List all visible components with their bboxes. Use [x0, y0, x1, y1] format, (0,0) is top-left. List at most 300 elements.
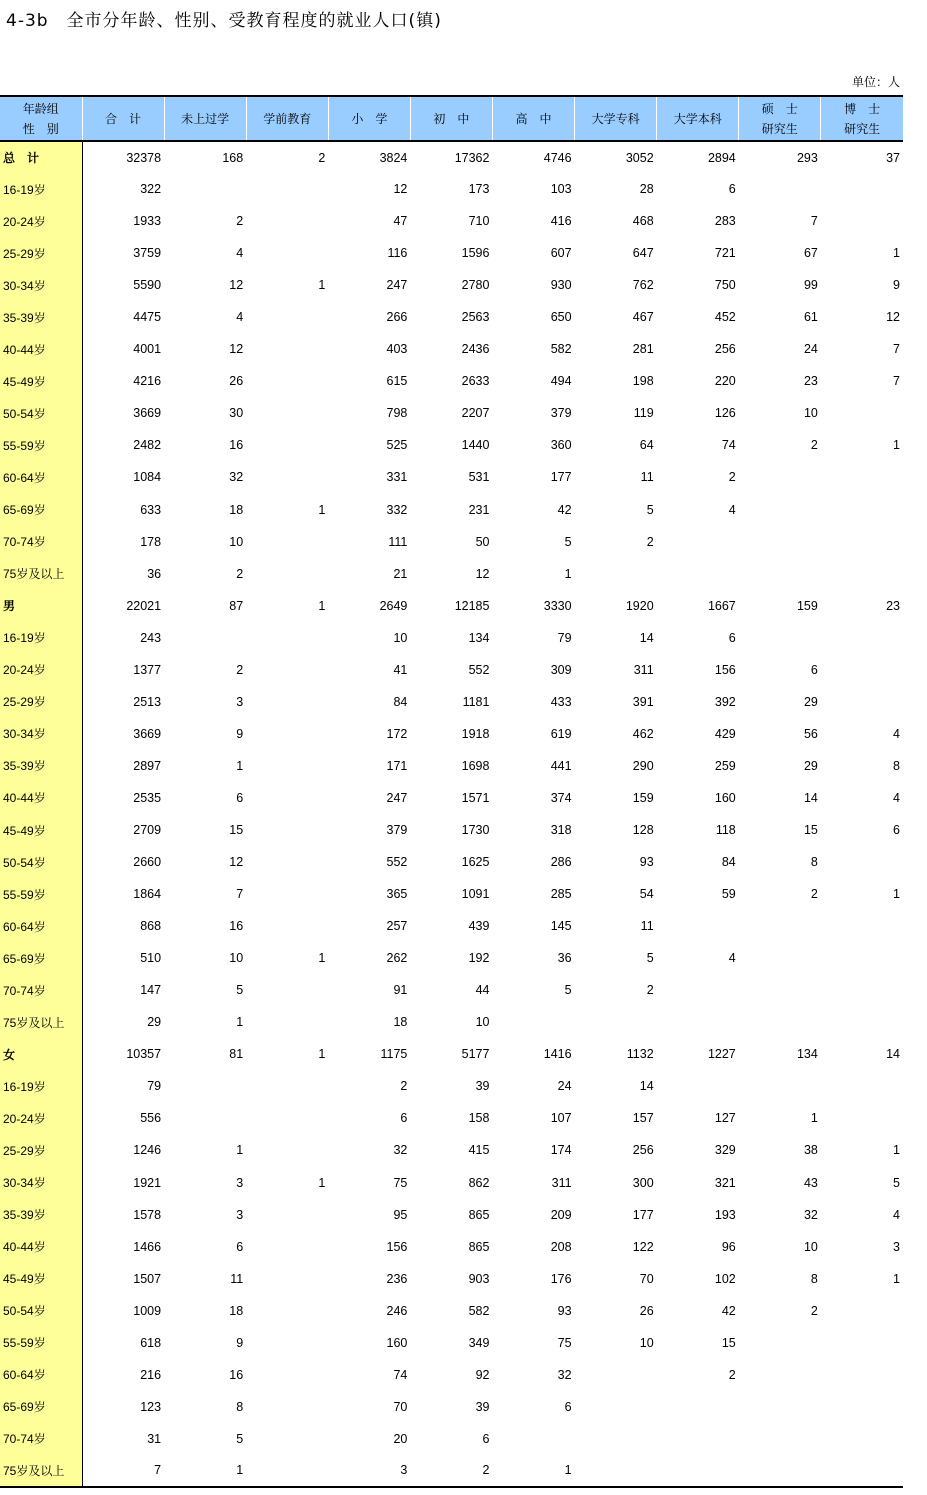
table-cell [246, 526, 328, 558]
table-cell: 5 [564, 983, 572, 998]
row-label: 60-64岁 [0, 1359, 82, 1391]
table-cell: 494 [550, 374, 572, 389]
table-cell: 619 [550, 726, 572, 741]
table-cell: 12 [393, 182, 408, 197]
table-cell: 123 [140, 1399, 162, 1414]
table-cell: 903 [468, 1271, 490, 1286]
table-cell: 4 [893, 726, 900, 741]
column-header-text: 大学专科 [591, 111, 640, 126]
table-cell: 93 [639, 855, 654, 870]
table-cell: 865 [468, 1207, 490, 1222]
table-cell: 16 [229, 438, 244, 453]
table-cell: 43 [803, 1175, 818, 1190]
table-cell: 95 [393, 1207, 408, 1222]
table-cell: 360 [550, 438, 572, 453]
table-cell [246, 205, 328, 237]
column-header [246, 96, 328, 141]
row-label: 65-69岁 [0, 1391, 82, 1423]
table-cell: 70 [393, 1399, 408, 1414]
table-cell: 322 [140, 182, 162, 197]
table-cell: 1 [318, 951, 326, 966]
table-cell [657, 1006, 739, 1038]
table-cell [657, 974, 739, 1006]
table-cell: 762 [632, 278, 654, 293]
table-cell: 10 [393, 630, 408, 645]
table-cell: 6 [728, 630, 736, 645]
table-cell: 12 [886, 310, 900, 325]
table-cell: 5 [893, 1175, 900, 1190]
table-cell: 433 [550, 694, 572, 709]
table-cell: 3 [236, 694, 244, 709]
table-cell [492, 1423, 574, 1455]
table-cell: 1507 [133, 1271, 162, 1286]
table-cell: 647 [632, 246, 654, 261]
table-cell: 256 [714, 342, 736, 357]
table-cell: 4 [728, 502, 736, 517]
table-cell: 61 [803, 310, 818, 325]
table-cell [575, 558, 657, 590]
table-cell [739, 910, 821, 942]
table-cell: 12 [229, 278, 244, 293]
table-cell: 2 [646, 534, 654, 549]
table-row [0, 782, 903, 814]
table-cell: 79 [557, 630, 572, 645]
table-cell: 2 [236, 214, 244, 229]
table-group-row [0, 1038, 903, 1070]
table-cell: 2649 [379, 598, 408, 613]
table-row [0, 237, 903, 269]
table-cell: 1 [893, 1143, 900, 1158]
table-cell: 865 [468, 1239, 490, 1254]
table-cell: 81 [229, 1047, 244, 1062]
table-cell: 2207 [461, 406, 490, 421]
table-cell: 12 [229, 855, 244, 870]
table-cell: 158 [468, 1111, 490, 1126]
table-cell [246, 1263, 328, 1295]
table-cell: 32 [803, 1207, 818, 1222]
table-cell: 1227 [707, 1047, 736, 1062]
table-cell: 176 [550, 1271, 572, 1286]
table-cell: 18 [393, 1015, 408, 1030]
table-cell: 256 [632, 1143, 654, 1158]
table-cell: 415 [468, 1143, 490, 1158]
row-label: 25-29岁 [0, 686, 82, 718]
row-label: 75岁及以上 [0, 1455, 82, 1487]
table-cell: 7 [893, 342, 900, 357]
table-cell: 1132 [626, 1047, 654, 1062]
row-label: 35-39岁 [0, 750, 82, 782]
table-cell: 3 [236, 1207, 244, 1222]
column-header-text: 大学本科 [673, 111, 722, 126]
table-cell: 11 [640, 919, 654, 934]
table-cell: 1 [236, 1015, 244, 1030]
table-cell: 467 [632, 310, 654, 325]
table-cell: 157 [632, 1111, 654, 1126]
table-cell: 4746 [543, 150, 572, 165]
table-cell [821, 1070, 903, 1102]
table-cell [821, 494, 903, 526]
row-label: 70-74岁 [0, 1423, 82, 1455]
table-cell: 54 [639, 887, 654, 902]
table-cell: 379 [550, 406, 572, 421]
table-cell: 1596 [461, 246, 490, 261]
table-cell [821, 654, 903, 686]
table-row [0, 1295, 903, 1327]
table-row [0, 942, 903, 974]
table-cell: 2436 [461, 342, 490, 357]
table-cell: 20 [393, 1431, 408, 1446]
table-cell [246, 718, 328, 750]
table-row [0, 1455, 903, 1487]
table-row [0, 526, 903, 558]
table-cell [575, 1423, 657, 1455]
row-label: 45-49岁 [0, 814, 82, 846]
table-cell: 2 [810, 438, 818, 453]
table-cell: 321 [714, 1175, 736, 1190]
table-cell: 243 [140, 630, 162, 645]
table-cell: 26 [639, 1303, 654, 1318]
row-label: 40-44岁 [0, 333, 82, 365]
table-cell: 930 [550, 278, 572, 293]
table-cell: 3669 [133, 406, 162, 421]
table-cell: 4216 [133, 374, 162, 389]
table-cell: 5 [564, 534, 572, 549]
table-cell [739, 1423, 821, 1455]
table-cell: 332 [386, 502, 408, 517]
table-cell: 2897 [133, 758, 162, 773]
data-table [0, 95, 903, 1488]
table-cell: 3669 [133, 726, 162, 741]
table-cell: 17362 [454, 150, 490, 165]
table-cell: 1667 [707, 598, 736, 613]
table-cell [246, 782, 328, 814]
table-cell [657, 1455, 739, 1487]
table-cell: 3 [893, 1239, 900, 1254]
table-cell: 403 [386, 342, 408, 357]
row-label: 20-24岁 [0, 1102, 82, 1134]
table-cell: 2482 [133, 438, 162, 453]
table-cell [739, 558, 821, 590]
row-label: 25-29岁 [0, 1134, 82, 1166]
table-cell: 102 [714, 1271, 736, 1286]
row-label: 50-54岁 [0, 846, 82, 878]
column-header-text: 高 中 [515, 111, 552, 126]
table-cell: 4 [728, 951, 736, 966]
table-cell: 64 [639, 438, 654, 453]
table-cell: 24 [557, 1079, 572, 1094]
table-cell: 47 [393, 214, 408, 229]
row-label: 75岁及以上 [0, 558, 82, 590]
table-cell [739, 461, 821, 493]
header-row [0, 96, 903, 141]
table-cell: 607 [550, 246, 572, 261]
table-cell: 159 [632, 790, 654, 805]
table-cell: 8 [893, 758, 900, 773]
table-cell [821, 461, 903, 493]
row-label: 16-19岁 [0, 1070, 82, 1102]
table-row [0, 1423, 903, 1455]
table-cell: 7 [82, 1455, 164, 1487]
table-group-row [0, 141, 903, 173]
column-header-text: 学前教育 [263, 111, 312, 126]
table-row [0, 1231, 903, 1263]
table-cell [246, 1199, 328, 1231]
column-header-subtext: 研究生 [761, 121, 798, 136]
table-cell: 3330 [543, 598, 572, 613]
table-cell: 32 [229, 470, 244, 485]
table-cell: 2709 [133, 823, 162, 837]
column-header-text: 合 计 [105, 111, 142, 126]
row-label: 55-59岁 [0, 1327, 82, 1359]
table-cell [246, 1070, 328, 1102]
table-cell [246, 173, 328, 205]
table-row [0, 654, 903, 686]
table-cell: 116 [387, 246, 408, 261]
table-cell [246, 1295, 328, 1327]
table-cell: 618 [140, 1335, 162, 1350]
table-cell: 29 [803, 758, 818, 773]
table-cell: 1416 [543, 1047, 572, 1062]
row-label: 16-19岁 [0, 622, 82, 654]
table-cell: 2 [646, 983, 654, 998]
table-cell [246, 1231, 328, 1263]
page-title: 4-3b 全市分年龄、性别、受教育程度的就业人口(镇) [6, 11, 442, 31]
table-cell: 650 [550, 310, 572, 325]
table-cell: 22021 [126, 598, 162, 613]
table-cell: 5 [646, 951, 654, 966]
table-cell: 126 [714, 406, 736, 421]
table-cell: 118 [715, 823, 736, 837]
row-label: 75岁及以上 [0, 1006, 82, 1038]
column-header [82, 96, 164, 141]
table-cell: 6 [400, 1111, 408, 1126]
table-row [0, 494, 903, 526]
column-header [739, 96, 821, 141]
table-cell [246, 429, 328, 461]
row-label: 70-74岁 [0, 526, 82, 558]
table-cell: 103 [550, 182, 572, 197]
table-cell: 220 [714, 374, 736, 389]
table-cell: 1 [236, 758, 244, 773]
table-cell: 171 [386, 758, 408, 773]
table-cell: 50 [475, 534, 490, 549]
table-row [0, 333, 903, 365]
table-cell [246, 1006, 328, 1038]
table-cell: 134 [796, 1047, 818, 1062]
table-cell: 2894 [707, 150, 736, 165]
table-cell: 160 [714, 790, 736, 805]
table-cell: 8 [810, 855, 818, 870]
table-cell [164, 173, 246, 205]
table-row [0, 173, 903, 205]
table-cell [246, 878, 328, 910]
table-cell: 2563 [461, 310, 490, 325]
column-header [492, 96, 574, 141]
table-cell [575, 1359, 657, 1391]
table-cell: 9 [893, 278, 900, 293]
table-cell: 283 [714, 214, 736, 229]
column-header-text: 硕 士 [761, 101, 798, 116]
table-cell: 3759 [133, 246, 162, 261]
table-cell [246, 622, 328, 654]
table-cell: 39 [475, 1079, 490, 1094]
table-cell: 11 [640, 470, 654, 485]
table-cell: 633 [140, 502, 162, 517]
table-cell [739, 974, 821, 1006]
table-cell: 1 [492, 1455, 574, 1487]
column-header-text: 初 中 [433, 111, 470, 126]
table-row [0, 1070, 903, 1102]
table-cell: 1 [318, 278, 326, 293]
table-cell [821, 558, 903, 590]
table-row [0, 365, 903, 397]
table-cell: 172 [386, 726, 408, 741]
table-cell [164, 622, 246, 654]
table-cell: 36 [557, 951, 572, 966]
table-cell: 156 [714, 662, 736, 677]
table-cell: 4 [893, 790, 900, 805]
table-row [0, 1134, 903, 1166]
table-cell [821, 1359, 903, 1391]
table-cell: 556 [140, 1111, 162, 1126]
table-cell: 128 [632, 823, 654, 837]
table-cell: 552 [386, 855, 408, 870]
table-row [0, 718, 903, 750]
table-cell: 42 [721, 1303, 736, 1318]
table-cell: 15 [721, 1335, 736, 1350]
table-cell [246, 1391, 328, 1423]
table-cell [246, 1102, 328, 1134]
table-cell [739, 494, 821, 526]
column-header-text: 博 士 [844, 101, 881, 116]
table-cell [739, 1455, 821, 1487]
table-cell: 2 [236, 662, 244, 677]
row-label: 55-59岁 [0, 429, 82, 461]
table-cell [821, 173, 903, 205]
table-cell [739, 1391, 821, 1423]
table-cell: 12 [475, 566, 490, 581]
table-cell: 2780 [461, 278, 490, 293]
table-cell: 246 [386, 1303, 408, 1318]
table-cell: 452 [714, 310, 736, 325]
table-cell: 32 [557, 1367, 572, 1382]
table-cell: 2 [810, 1303, 818, 1318]
table-row [0, 461, 903, 493]
table-cell: 2 [410, 1455, 492, 1487]
table-cell: 236 [386, 1271, 408, 1286]
table-cell: 582 [468, 1303, 490, 1318]
row-label: 30-34岁 [0, 269, 82, 301]
table-cell: 311 [633, 662, 654, 677]
table-cell: 293 [796, 150, 818, 165]
table-cell [657, 910, 739, 942]
column-header [657, 96, 739, 141]
table-cell [246, 910, 328, 942]
table-cell: 1 [893, 1271, 900, 1286]
table-cell: 18 [229, 1303, 244, 1318]
table-cell [821, 846, 903, 878]
table-cell: 1921 [133, 1175, 162, 1190]
table-cell: 462 [632, 726, 654, 741]
table-cell: 91 [393, 983, 408, 998]
table-row [0, 1167, 903, 1199]
table-cell: 23 [886, 598, 900, 613]
table-cell: 5177 [461, 1047, 490, 1062]
row-label: 55-59岁 [0, 878, 82, 910]
row-label: 60-64岁 [0, 910, 82, 942]
table-cell: 93 [557, 1303, 572, 1318]
table-cell [246, 365, 328, 397]
table-cell [821, 942, 903, 974]
table-cell: 74 [721, 438, 736, 453]
row-label: 20-24岁 [0, 654, 82, 686]
table-cell: 2 [728, 470, 736, 485]
table-cell: 16 [229, 1367, 244, 1382]
column-header [410, 96, 492, 141]
table-cell [739, 942, 821, 974]
table-cell: 2 [728, 1367, 736, 1382]
table-group-row [0, 590, 903, 622]
table-cell: 5 [236, 983, 244, 998]
table-cell: 193 [714, 1207, 736, 1222]
table-cell: 1 [318, 502, 326, 517]
table-cell: 2 [236, 566, 244, 581]
table-cell: 28 [639, 182, 654, 197]
column-header [164, 96, 246, 141]
table-cell: 429 [714, 726, 736, 741]
row-label: 20-24岁 [0, 205, 82, 237]
table-cell: 439 [468, 919, 490, 934]
table-cell: 74 [393, 1367, 408, 1382]
table-cell: 468 [632, 214, 654, 229]
table-cell: 10 [229, 951, 244, 966]
table-row [0, 301, 903, 333]
table-cell: 3824 [379, 150, 408, 165]
table-cell: 4 [236, 310, 244, 325]
table-cell: 177 [550, 470, 572, 485]
table-cell: 1 [893, 246, 900, 261]
table-cell: 178 [140, 534, 162, 549]
unit-label: 单位：人 [851, 75, 900, 89]
table-cell: 247 [386, 278, 408, 293]
table-cell [246, 1455, 328, 1487]
table-cell: 5 [646, 502, 654, 517]
table-cell [575, 1006, 657, 1038]
table-cell: 2 [400, 1079, 408, 1094]
table-cell: 1864 [133, 887, 162, 902]
table-cell: 70 [639, 1271, 654, 1286]
table-cell [246, 974, 328, 1006]
table-cell: 29 [147, 1015, 162, 1030]
table-cell [246, 237, 328, 269]
table-cell: 2 [810, 887, 818, 902]
table-cell: 8 [236, 1399, 244, 1414]
table-cell: 2535 [133, 790, 162, 805]
table-cell: 4 [893, 1207, 900, 1222]
table-cell [821, 1102, 903, 1134]
table-cell [821, 910, 903, 942]
table-cell: 14 [639, 630, 654, 645]
row-label: 50-54岁 [0, 1295, 82, 1327]
table-cell: 2513 [133, 694, 162, 709]
column-header-text: 小 学 [351, 111, 388, 126]
table-cell: 21 [393, 566, 408, 581]
table-cell [246, 333, 328, 365]
table-cell: 1 [893, 438, 900, 453]
table-cell: 379 [386, 823, 408, 837]
header-stub [0, 96, 82, 141]
table-row [0, 1199, 903, 1231]
